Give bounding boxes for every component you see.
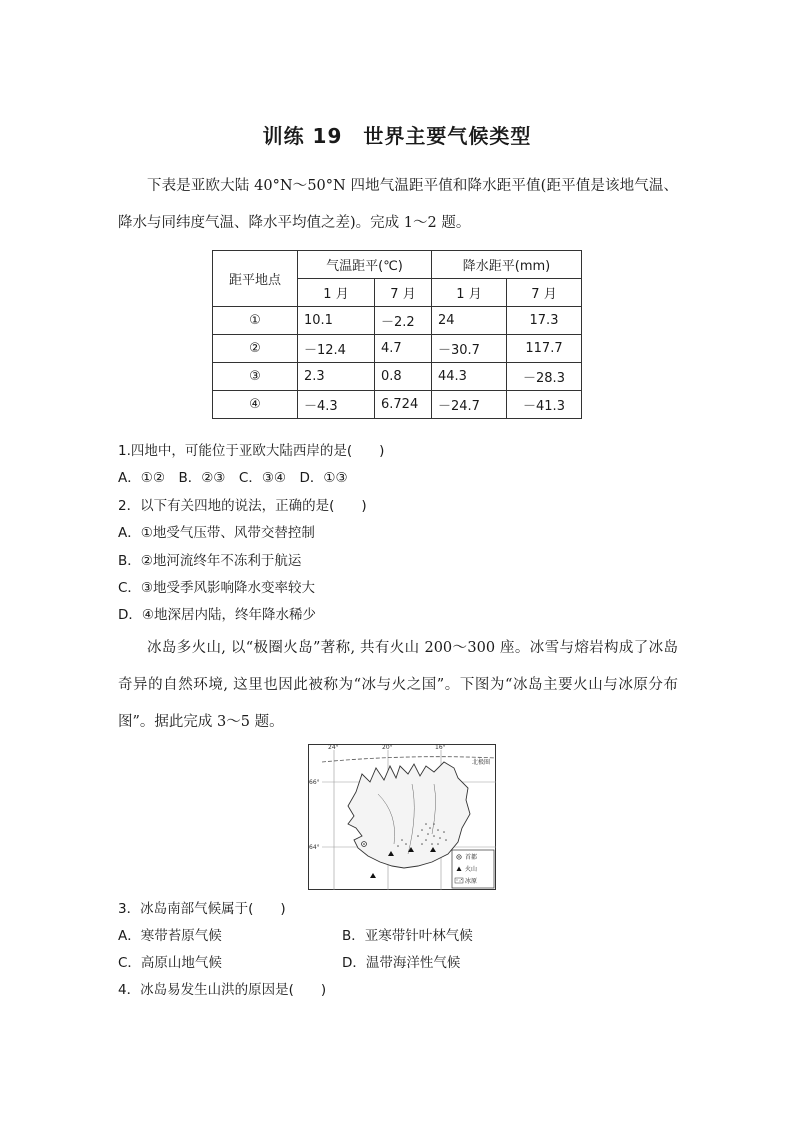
table-cell: 10.1 [298,307,375,335]
table-cell: －24.7 [432,391,507,419]
legend-label: 首都 [465,854,478,861]
table-group-temp: 气温距平(℃) [298,251,432,279]
table-cell-place: ④ [213,391,298,419]
table-subheader: 1 月 [298,279,375,307]
legend-label: 冰原 [465,878,478,885]
intro-paragraph-1: 下表是亚欧大陆 40°N～50°N 四地气温距平值和降水距平值(距平值是该地气温、降水与同纬度气温、降水平均值之差)。完成 1～2 题。 [118,178,678,231]
question-2-option-d: D．④地深居内陆，终年降水稀少 [118,607,316,623]
lon-label: 16° [435,744,446,751]
legend-label: 火山 [465,866,478,873]
lat-label: 64° [309,844,320,851]
question-3-option-a: A．寒带苔原气候 [118,928,222,944]
table-cell: 117.7 [507,335,582,363]
table-cell: －4.3 [298,391,375,419]
table-row [213,307,582,335]
table-group-precip: 降水距平(mm) [432,251,582,279]
table-row [213,391,582,419]
table-cell-place: ② [213,335,298,363]
table-cell: 6.724 [375,391,432,419]
question-2-option-c: C．③地受季风影响降水变率较大 [118,580,316,596]
question-2-option-a: A．①地受气压带、风带交替控制 [118,525,315,541]
question-4-stem: 4．冰岛易发生山洪的原因是( ) [118,982,327,998]
question-2-option-b: B．②地河流终年不冻利于航运 [118,553,302,569]
table-cell: 4.7 [375,335,432,363]
table-cell-place: ③ [213,363,298,391]
table-subheader: 7 月 [507,279,582,307]
lon-label: 20° [382,744,393,751]
table-cell: －28.3 [507,363,582,391]
anomaly-table [212,250,582,419]
question-3-option-b: B．亚寒带针叶林气候 [342,928,473,944]
table-corner-header: 距平地点 [213,251,298,307]
question-3-stem: 3．冰岛南部气候属于( ) [118,901,286,917]
table-cell: 0.8 [375,363,432,391]
question-3-option-d: D．温带海洋性气候 [342,955,461,971]
lat-label: 66° [309,779,320,786]
table-cell: －12.4 [298,335,375,363]
legend-glacier-icon [455,878,463,883]
intro-paragraph-2: 冰岛多火山, 以“极圈火岛”著称, 共有火山 200～300 座。冰雪与熔岩构成了冰岛奇异的自然环境, 这里也因此被称为“冰与火之国”。下图为“冰岛主要火山与冰原分布图”。据此完成 3～5 题。 [118,640,678,730]
question-1-options: A．①② B．②③ C．③④ D．①③ [118,470,348,486]
arctic-circle-label: 北极圈 [472,759,491,766]
table-subheader: 7 月 [375,279,432,307]
table-cell: －2.2 [375,307,432,335]
table-row [213,335,582,363]
table-row [213,363,582,391]
table-cell: 2.3 [298,363,375,391]
table-cell: 17.3 [507,307,582,335]
table-cell: 24 [432,307,507,335]
question-1-stem: 1.四地中，可能位于亚欧大陆西岸的是( ) [118,443,385,459]
table-cell-place: ① [213,307,298,335]
iceland-map [308,744,496,890]
page-title: 训练 19 世界主要气候类型 [262,124,532,148]
question-3-option-c: C．高原山地气候 [118,955,222,971]
table-cell: －30.7 [432,335,507,363]
table-cell: －41.3 [507,391,582,419]
question-2-stem: 2．以下有关四地的说法，正确的是( ) [118,498,367,514]
lon-label: 24° [328,744,339,751]
table-subheader: 1 月 [432,279,507,307]
table-cell: 44.3 [432,363,507,391]
